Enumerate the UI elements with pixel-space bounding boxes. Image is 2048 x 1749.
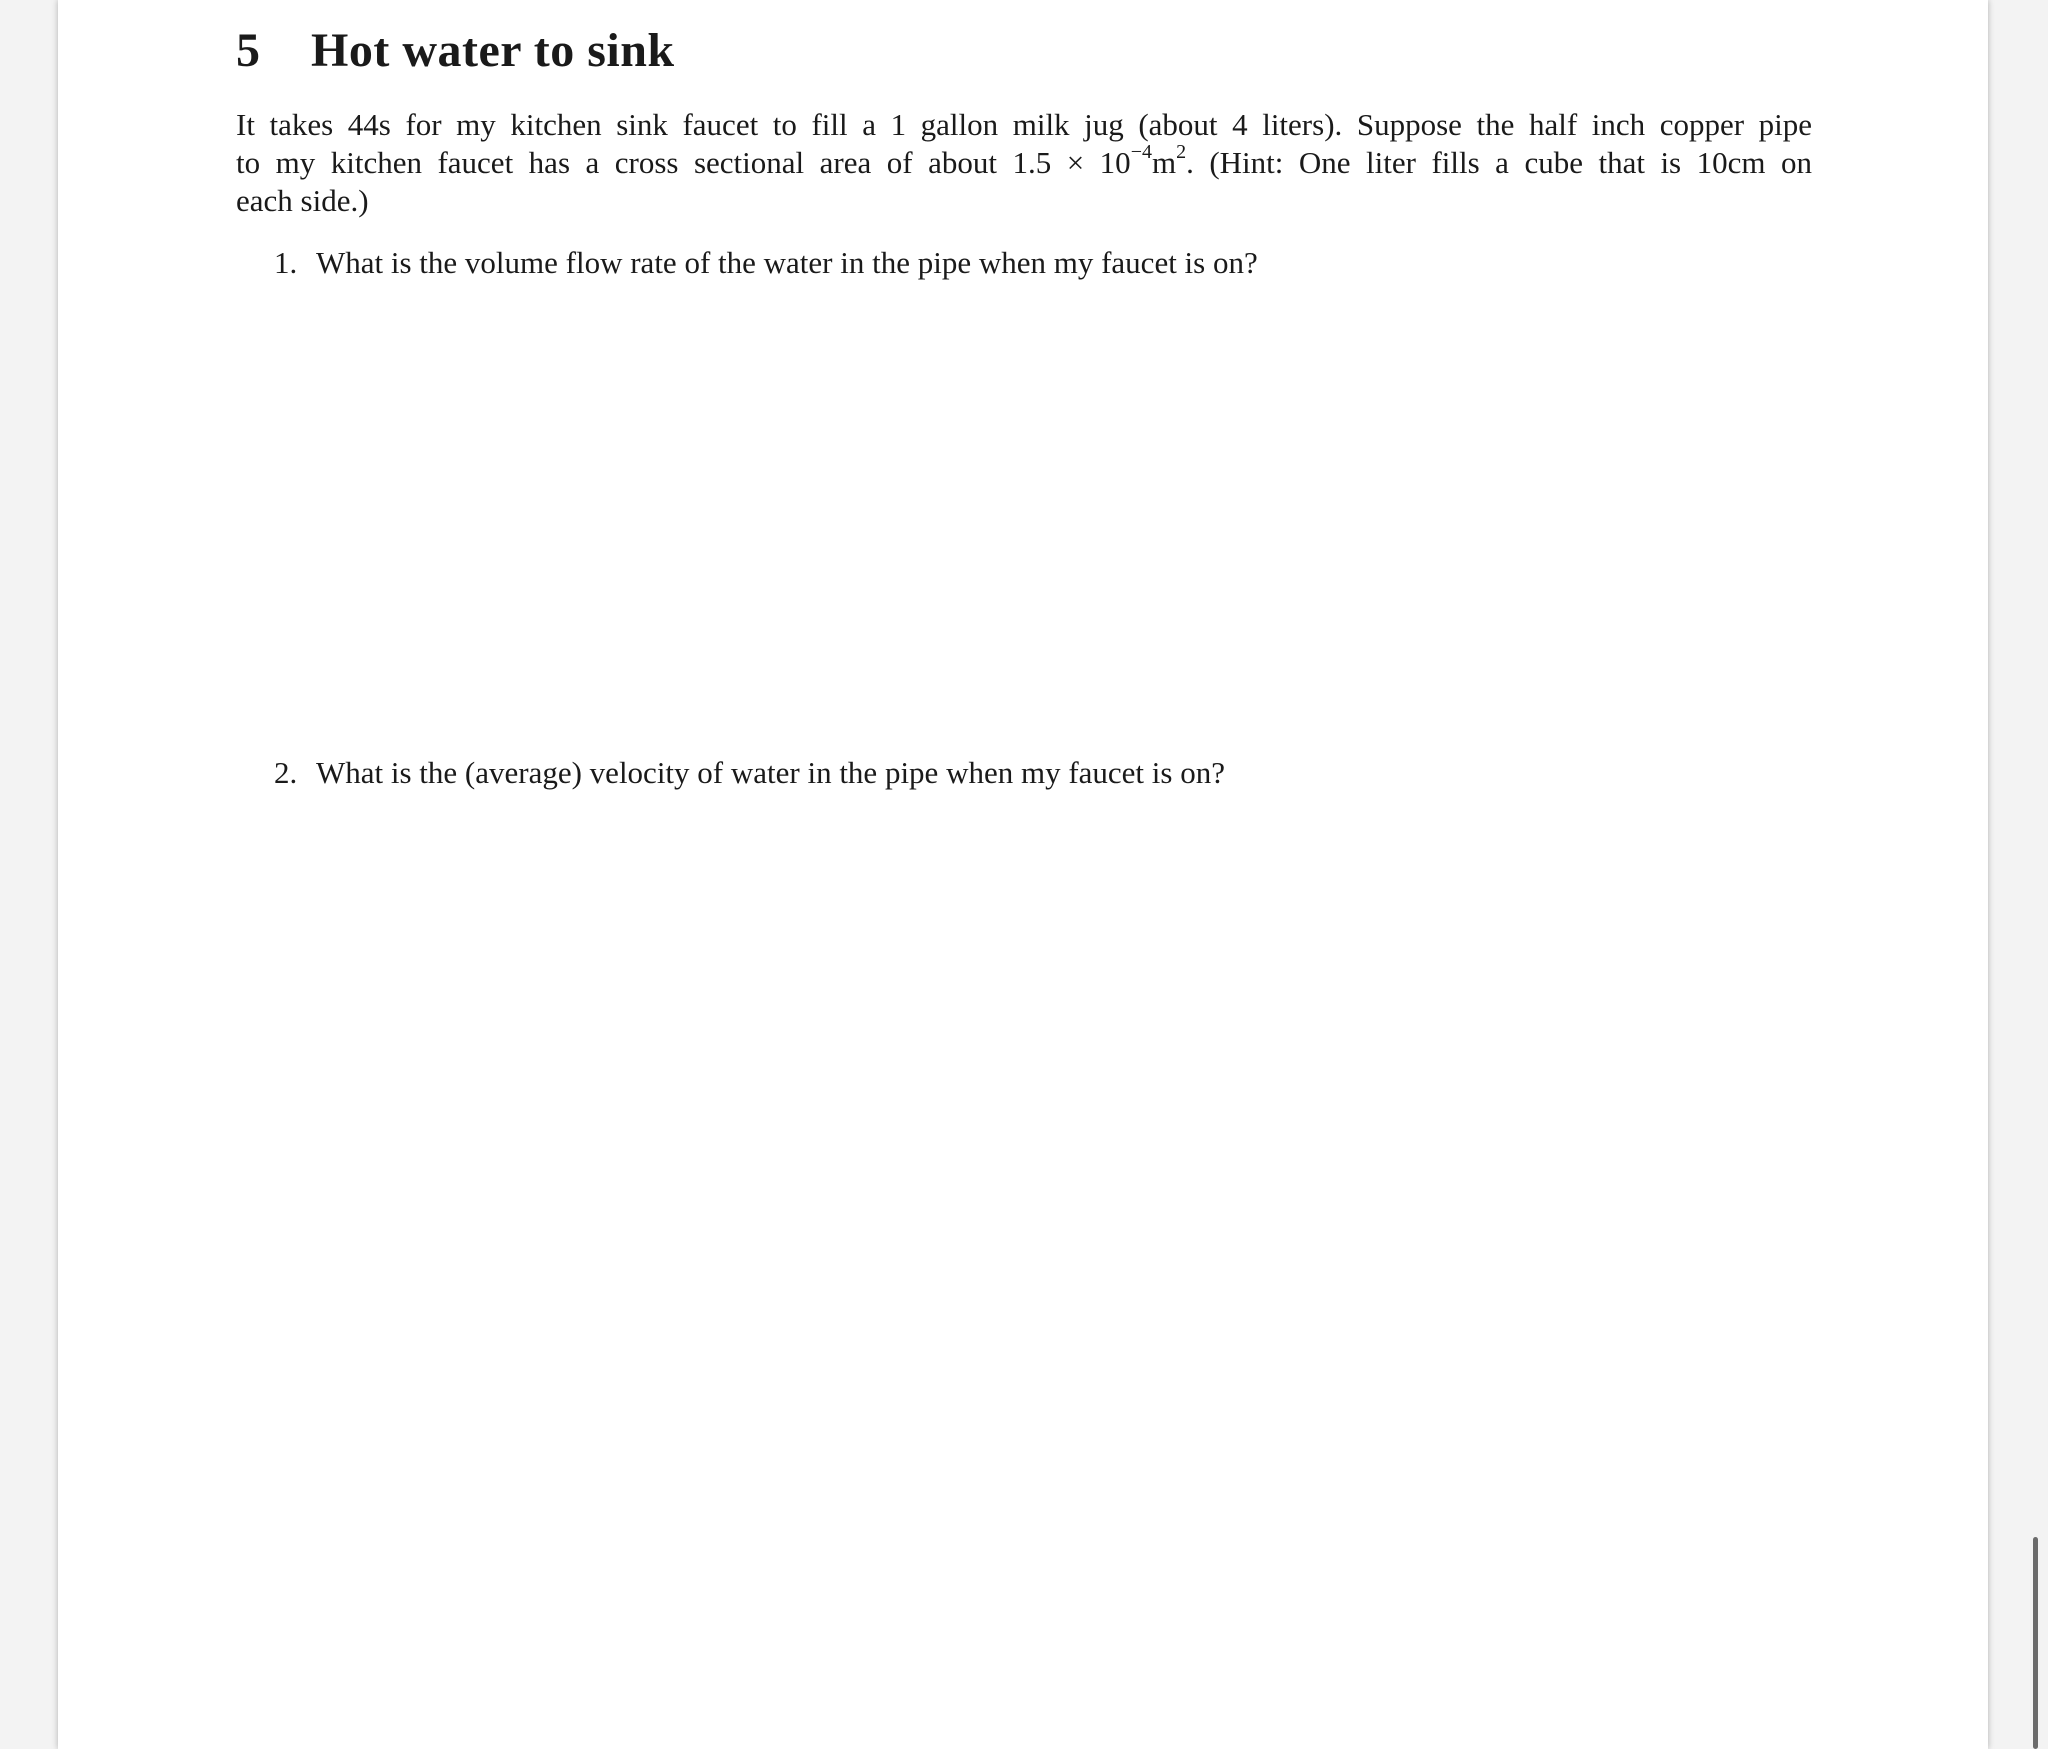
exponent-neg4: −4 — [1130, 140, 1152, 163]
problem-line-2-unit: m — [1151, 145, 1177, 180]
question-1 — [274, 244, 1258, 282]
problem-line-1: It takes 44s for my kitchen sink faucet to fill a 1 gallon milk jug (about 4 liters). Suppose the half inch copper pipe — [236, 107, 1812, 142]
section-heading — [236, 24, 675, 78]
vertical-scrollbar-thumb[interactable] — [2033, 1537, 2038, 1749]
question-1-text: What is the volume flow rate of the water in the pipe when my faucet is on? — [316, 245, 1258, 280]
problem-line-2-text-c: . (Hint: One liter fills a cube that is 10cm on — [1186, 145, 1812, 180]
exponent-2: 2 — [1176, 140, 1187, 163]
question-2-text: What is the (average) velocity of water in the pipe when my faucet is on? — [316, 755, 1225, 790]
problem-statement — [236, 106, 1812, 220]
question-2 — [274, 754, 1225, 792]
problem-line-2-text-a: to my kitchen faucet has a cross sectional area of about 1.5 × 10 — [236, 145, 1131, 180]
document-page — [58, 0, 1988, 1749]
question-2-number: 2. — [274, 755, 298, 790]
problem-line-2 — [236, 140, 1812, 182]
problem-line-3: each side.) — [236, 183, 369, 218]
question-1-number: 1. — [274, 245, 298, 280]
section-number: 5 — [236, 24, 261, 77]
section-title: Hot water to sink — [311, 24, 675, 77]
